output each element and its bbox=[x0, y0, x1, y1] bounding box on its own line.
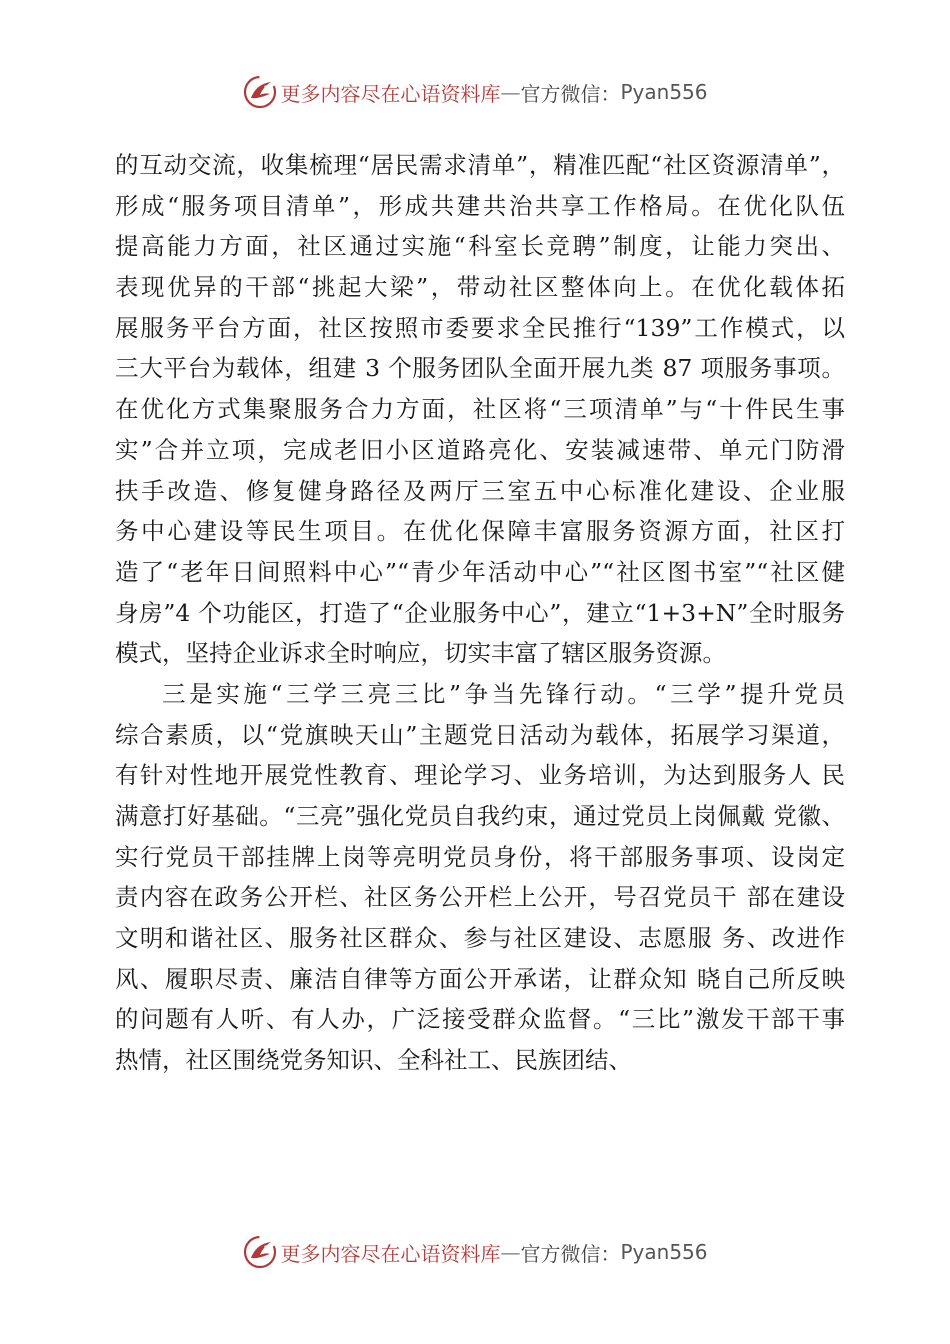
paragraph-last-line: 模式，坚持企业诉求全时响应，切实丰富了辖区服务资源。 bbox=[115, 639, 726, 668]
watermark-wechat-label: 官方微信： bbox=[520, 81, 621, 106]
phoenix-seal-icon bbox=[242, 1234, 278, 1270]
header-watermark bbox=[0, 72, 950, 112]
body-line: 综合素质，以“党旗映天山”主题党日活动为载体，拓展学习渠道， bbox=[115, 720, 845, 749]
body-line: 满意打好基础。“三亮”强化党员自我约束，通过党员上岗佩戴 党徽、 bbox=[115, 802, 845, 830]
body-line: 有针对性地开展党性教育、理论学习、业务培训，为达到服务人 民 bbox=[115, 761, 845, 790]
watermark-wechat-id: Pyan556 bbox=[620, 1240, 708, 1264]
document-body bbox=[115, 145, 845, 1081]
body-line: 造了“老年日间照料中心”“青少年活动中心”“社区图书室”“社区健 bbox=[115, 557, 845, 586]
watermark-wechat-label: 官方微信： bbox=[520, 1241, 621, 1266]
body-line: 的问题有人听、有人办，广泛接受群众监督。“三比”激发干部干事 bbox=[115, 1005, 845, 1034]
body-line: 的互动交流，收集梳理“居民需求清单”，精准匹配“社区资源清单”， bbox=[115, 151, 845, 179]
footer-watermark bbox=[0, 1232, 950, 1272]
body-line: 文明和谐社区、服务社区群众、参与社区建设、志愿服 务、改进作 bbox=[115, 924, 845, 953]
body-line: 三大平台为载体，组建 3 个服务团队全面开展九类 87 项服务事项。 bbox=[115, 354, 845, 383]
body-line: 在优化方式集聚服务合力方面，社区将“三项清单”与“十件民生事 bbox=[115, 395, 845, 424]
body-line: 身房”4 个功能区，打造了“企业服务中心”，建立“1+3+N”全时服务 bbox=[115, 598, 845, 627]
body-line: 实”合并立项，完成老旧小区道路亮化、安装减速带、单元门防滑 bbox=[115, 435, 845, 464]
body-line: 扶手改造、修复健身路径及两厅三室五中心标准化建设、企业服 bbox=[115, 476, 845, 505]
phoenix-seal-icon bbox=[242, 74, 278, 110]
body-line: 表现优异的干部“挑起大梁”，带动社区整体向上。在优化载体拓 bbox=[115, 273, 845, 302]
paragraph-last-line: 热情，社区围绕党务知识、全科社工、民族团结、 bbox=[115, 1046, 632, 1075]
body-line: 形成“服务项目清单”，形成共建共治共享工作格局。在优化队伍 bbox=[115, 191, 845, 220]
watermark-separator: — bbox=[500, 1240, 521, 1264]
body-line: 务中心建设等民生项目。在优化保障丰富服务资源方面，社区打 bbox=[115, 517, 845, 546]
body-line: 提高能力方面，社区通过实施“科室长竞聘”制度，让能力突出、 bbox=[115, 232, 845, 261]
paragraph-first-line: 三是实施“三学三亮三比”争当先锋行动。“三学”提升党员 bbox=[162, 679, 845, 708]
body-line: 责内容在政务公开栏、社区务公开栏上公开，号召党员干 部在建设 bbox=[115, 883, 845, 912]
body-line: 实行党员干部挂牌上岗等亮明党员身份，将干部服务事项、设岗定 bbox=[115, 842, 845, 871]
watermark-promo-text: 更多内容尽在心语资料库 bbox=[280, 81, 501, 106]
watermark-wechat-id: Pyan556 bbox=[620, 80, 708, 104]
body-line: 风、履职尽责、廉洁自律等方面公开承诺，让群众知 晓自己所反映 bbox=[115, 964, 845, 993]
watermark-promo-text: 更多内容尽在心语资料库 bbox=[280, 1241, 501, 1266]
body-line: 展服务平台方面，社区按照市委要求全民推行“139”工作模式，以 bbox=[115, 313, 845, 342]
watermark-separator: — bbox=[500, 80, 521, 104]
